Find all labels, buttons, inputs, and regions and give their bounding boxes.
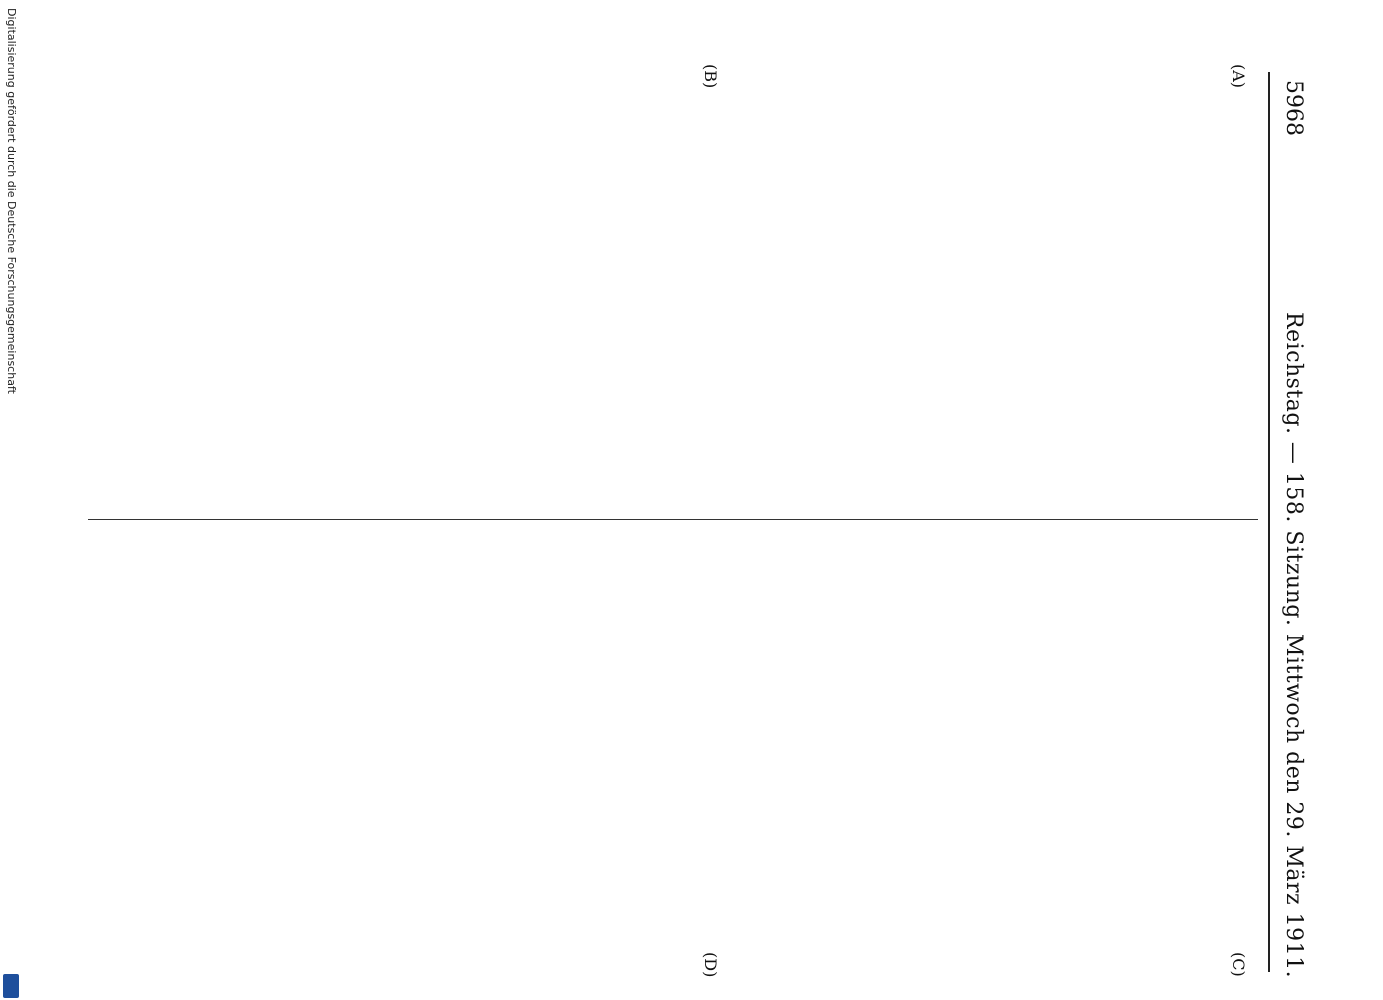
credit-text: Digitalisierung gefördert durch die Deutsche Forschungsgemeinschaft <box>5 8 18 394</box>
margin-marker-b: (B) <box>701 64 720 89</box>
header-rule <box>1268 72 1270 972</box>
digitization-credit <box>2 8 20 998</box>
text-column-left <box>88 82 1258 497</box>
dfg-logo-icon <box>3 974 19 998</box>
margin-marker-a: (A) <box>1229 64 1248 89</box>
margin-marker-d: (D) <box>701 952 720 978</box>
column-divider <box>88 519 1258 520</box>
running-title: Reichstag. — 158. Sitzung. Mittwoch den 29. März 1911. <box>1281 312 1306 979</box>
text-column-right <box>88 537 1258 952</box>
page-number: 5968 <box>1281 80 1306 136</box>
running-header <box>1274 72 1310 979</box>
rotated-page-content <box>80 64 1310 979</box>
margin-marker-c: (C) <box>1229 952 1248 977</box>
